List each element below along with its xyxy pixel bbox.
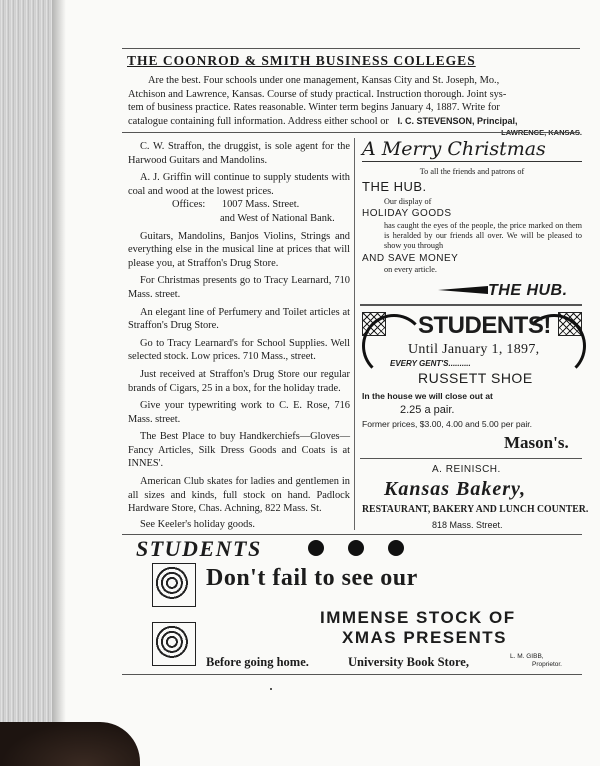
notice-skates: American Club skates for ladies and gentlemen in all sizes and kinds, full stock on hand. Padlock Hardware Store, Chas. Achning, 822 Mass. St.: [128, 476, 350, 515]
college-ad-line: tem of business practice. Rates reasonable. Winter term begins January 4, 1887. Write for: [128, 102, 500, 114]
bookstore-headline: STUDENTS: [136, 536, 262, 561]
hub-ad: [362, 138, 582, 275]
proprietor-title: Proprietor.: [532, 660, 562, 668]
notice-griffin-offices: [128, 198, 350, 212]
notice-typewriting: Give your typewriting work to C. E. Rose, 716 Mass. street.: [128, 400, 350, 425]
top-rule: [122, 48, 580, 49]
hub-to-all: To all the friends and patrons of: [419, 167, 525, 176]
college-ad-signer: I. C. STEVENSON, Principal,: [397, 115, 518, 126]
bakery-address: 818 Mass. Street.: [432, 520, 503, 530]
notice-straffon-agent: C. W. Straffon, the druggist, is sole agent for the Harwood Guitars and Mandolins.: [128, 141, 350, 166]
offices-address-2: and West of National Bank.: [220, 212, 335, 224]
bookstore-before: Before going home.: [206, 655, 309, 669]
notice-perfumery: An elegant line of Perfumery and Toilet articles at Straffon's Drug Store.: [128, 306, 350, 332]
notice-keeler: See Keeler's holiday goods.: [140, 518, 255, 530]
mason-headline: STUDENTS!: [418, 312, 551, 339]
college-ad-line: Atchison and Lawrence, Kansas. Course of study practical. Instruction thorough. Joint sys-: [128, 88, 507, 100]
offices-address-1: 1007 Mass. Street.: [221, 199, 300, 211]
proprietor-name: L. M. GIBB,: [510, 653, 544, 660]
college-ad-line: Are the best. Four schools under one management, Kansas City and St. Joseph, Mo.,: [148, 75, 500, 86]
bullet-dot: [348, 540, 364, 556]
bookstore-line2: IMMENSE STOCK OF: [320, 608, 516, 627]
ornament-swirl-icon: [152, 563, 196, 607]
bakery-services: RESTAURANT, BAKERY AND LUNCH COUNTER.: [362, 504, 589, 515]
bullet-dot: [308, 540, 324, 556]
college-ad-body: [128, 74, 582, 137]
local-notices-column: [128, 140, 350, 531]
notice-griffin: A. J. Griffin will continue to supply students with coal and wood at the lowest prices.: [128, 172, 350, 197]
mason-close-out: In the house we will close out at: [362, 391, 493, 401]
hub-save-money: AND SAVE MONEY: [362, 253, 459, 264]
hub-divider-rule: [360, 304, 582, 306]
ornament-swirl-icon: [152, 622, 196, 666]
hub-holiday-goods: HOLIDAY GOODS: [362, 208, 452, 219]
mason-store: Mason's.: [504, 433, 569, 452]
bookstore-line3: XMAS PRESENTS: [342, 628, 507, 647]
reader-thumb: [0, 722, 140, 766]
bullet-dot: [388, 540, 404, 556]
bookstore-line1: Don't fail to see our: [206, 565, 418, 591]
page-gutter-shadow: [52, 0, 66, 766]
hub-body: has caught the eyes of the people, the price marked on them is heralded by our friends all over. We will be pleased to show you through: [384, 221, 582, 250]
notice-handkerchiefs: The Best Place to buy Handkerchiefs—Gloves—Fancy Articles, Silk Dress Goods and Coats is at INNES'.: [128, 431, 350, 470]
book-page-edges: [0, 0, 60, 766]
mason-product: RUSSETT SHOE: [418, 370, 533, 386]
bottom-ad-top-rule: [122, 534, 582, 535]
hub-greeting: A Merry Christmas: [362, 138, 582, 162]
bookstore-store: University Book Store,: [348, 655, 469, 669]
notice-guitars: Guitars, Mandolins, Banjos Violins, Strings and everything else in the musical line at prices that will please you, at Straffon's Drug Store.: [128, 230, 350, 269]
page-speck: [270, 688, 272, 690]
offices-label: Offices:: [172, 199, 206, 211]
hub-our-display: Our display of: [384, 197, 432, 206]
hub-logo: THE HUB.: [488, 282, 568, 299]
notice-cigars: Just received at Straffon's Drug Store our regular brands of Cigars, 25 in a box, for the holiday trade.: [128, 368, 350, 394]
mason-price: 2.25 a pair.: [400, 404, 455, 416]
notice-school-supplies: Go to Tracy Learnard's for School Supplies. Well selected stock. Low prices. 710 Mass., street.: [128, 337, 350, 363]
bottom-rule: [122, 674, 582, 675]
bookstore-proprietor: [510, 653, 562, 668]
hub-name: THE HUB.: [362, 179, 427, 194]
college-ad-line: catalogue containing full information. Address either school or: [128, 115, 389, 127]
college-ad-title: THE COONROD & SMITH BUSINESS COLLEGES: [127, 53, 476, 68]
notice-xmas-presents: For Christmas presents go to Tracy Learnard, 710 Mass. street.: [128, 275, 350, 300]
column-divider: [354, 138, 355, 530]
college-ad-signer-place: LAWRENCE, KANSAS.: [501, 128, 582, 138]
mason-former-prices: Former prices, $3.00, 4.00 and 5.00 per pair.: [362, 419, 533, 429]
hub-logo-swoosh: [438, 286, 488, 294]
bakery-owner: A. REINISCH.: [432, 464, 501, 475]
bakery-name: Kansas Bakery,: [384, 478, 527, 500]
mason-divider-rule: [360, 458, 582, 459]
mason-until: Until January 1, 1897,: [408, 342, 540, 357]
header-rule: [122, 132, 580, 133]
hub-on-every: on every article.: [384, 265, 437, 274]
mason-every-gents: EVERY GENT'S..........: [390, 359, 471, 368]
